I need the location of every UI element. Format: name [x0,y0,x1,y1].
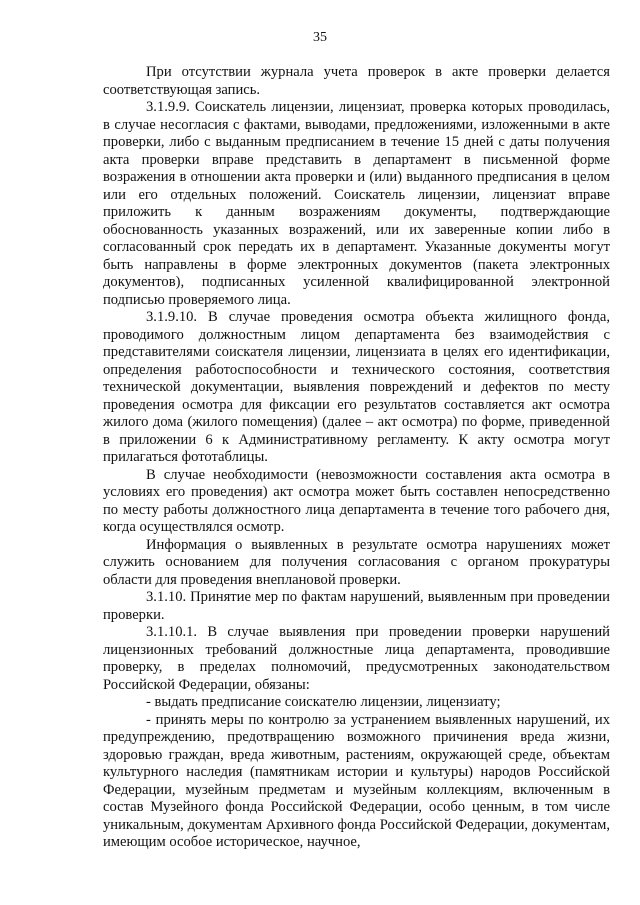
list-item-issue-order: - выдать предписание соискателю лицензии, лицензиату; [146,694,501,710]
paragraph-3-1-9-9: 3.1.9.9. Соискатель лицензии, лицензиат, проверка которых проводилась, в случае несогласия с фактами, выводами, предложениями, изложенными в акте проверки, либо с выданным предписанием в течение 15 дней с даты получения акта проверки вправе представить в департамент в письменной форме возражения в отношении акта проверки и (или) выданного предписания в целом или его отдельных положений. Соискатель лицензии, лицензиат вправе приложить к данным возражениям документы, подтверждающие обоснованность указанных возражений, или их заверенные копии либо в согласованный срок передать их в департамент. Указанные документы могут быть направлены в форме электронных документов (пакета электронных документов), подписанных усиленной квалифицированной электронной подписью проверяемого лица. [103,99,610,308]
paragraph-3-1-10: 3.1.10. Принятие мер по фактам нарушений, выявленным при проведении проверки. [103,589,610,623]
paragraph-violations-info: Информация о выявленных в результате осмотра нарушениях может служить основанием для получения согласования с органом прокуратуры области для проведения внеплановой проверки. [103,536,610,588]
paragraph-inspection-act-note: В случае необходимости (невозможности составления акта осмотра в условиях его проведения) акт осмотра может быть составлен непосредственно по месту работы должностного лица департамента в течение того рабочего дня, когда осуществлялся осмотр. [103,466,610,535]
list-item-take-measures: - принять меры по контролю за устранением выявленных нарушений, их предупреждению, предотвращению возможного причинения вреда жизни, здоровью граждан, вреда животным, растениям, окружающей среде, объектам культурного наследия (памятникам истории и культуры) народов Российской Федерации, музейным предметам и музейным коллекциям, включенным в состав Музейного фонда Российской Федерации, особо ценным, в том числе уникальным, документам Архивного фонда Российской Федерации, документам, имеющим особое историческое, научное, [103,711,610,850]
paragraph-3-1-9-10: 3.1.9.10. В случае проведения осмотра объекта жилищного фонда, проводимого должностным лицом департамента без взаимодействия с представителями соискателя лицензии, лицензиата в целях его идентификации, определения работоспособности и технического состояния, соответствия технической документации, выявления повреждений и дефектов по месту проведения осмотра для фиксации его результатов составляется акт осмотра жилого дома (жилого помещения) (далее – акт осмотра) по форме, приведенной в приложении 6 к Административному регламенту. К акту осмотра могут прилагаться фототаблицы. [103,309,610,465]
paragraph-3-1-10-1: 3.1.10.1. В случае выявления при проведении проверки нарушений лицензионных требований должностные лица департамента, проводившие проверку, в пределах полномочий, предусмотренных законодательством Российской Федерации, обязаны: [103,624,610,693]
page-number: 35 [313,30,327,45]
document-body [103,64,610,852]
paragraph-journal-note: При отсутствии журнала учета проверок в акте проверки делается соответствующая запись. [103,64,610,98]
